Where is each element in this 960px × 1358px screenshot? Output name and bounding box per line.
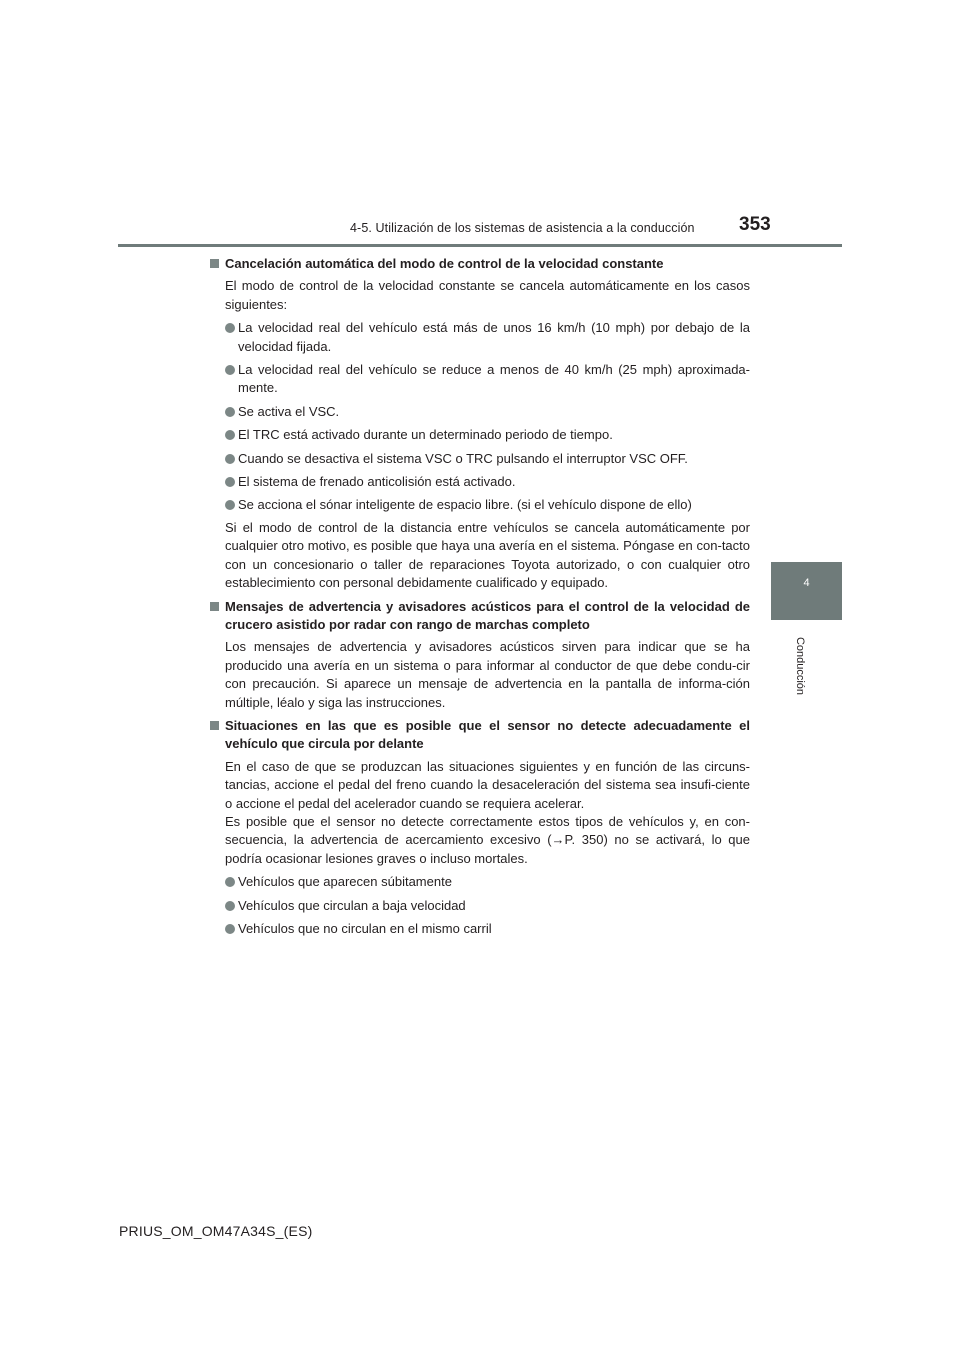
circle-bullet-icon [225,454,235,464]
square-bullet-icon [210,721,219,730]
list-item-text: Vehículos que no circulan en el mismo carril [238,921,492,936]
section-heading [210,717,750,754]
list-item [225,897,750,915]
list-item-text: Cuando se desactiva el sistema VSC o TRC pulsando el interruptor VSC OFF. [238,450,688,466]
square-bullet-icon [210,602,219,611]
document-code: PRIUS_OM_OM47A34S_(ES) [119,1223,313,1239]
main-content [210,255,750,938]
paragraph-text: En el caso de que se produzcan las situaciones siguientes y en función de las circuns-tancias, accione el pedal del freno cuando la desaceleración del sistema sea insufi-ciente o accione el pedal del acelerador cuando se requiera acelerar. [225,758,750,811]
circle-bullet-icon [225,901,235,911]
list-item [225,920,750,938]
section-heading-text: Cancelación automática del modo de control de la velocidad constante [225,256,664,271]
circle-bullet-icon [225,323,235,333]
list-item-text: Vehículos que aparecen súbitamente [238,874,452,890]
list-item-text: Vehículos que circulan a baja velocidad [238,897,466,913]
list-item-text: Se activa el VSC. [238,403,340,419]
section-heading-text: Mensajes de advertencia y avisadores acústicos para el control de la velocidad de crucero asistido por radar con rango de marchas completo [225,598,750,632]
list-item-text: La velocidad real del vehículo está más de unos 16 km/h (10 mph) por debajo de la velocidad fijada. [238,320,750,354]
list-item [225,361,750,398]
list-item [225,403,750,421]
chapter-label: Conducción [794,636,806,696]
section-heading [210,255,750,273]
circle-bullet-icon [225,365,235,375]
chapter-number: 4 [803,577,810,589]
list-item-text: El sistema de frenado anticolisión está activado. [238,474,516,490]
paragraph: El modo de control de la velocidad constante se cancela automáticamente en los casos siguientes: [225,278,750,312]
circle-bullet-icon [225,477,235,487]
paragraph: Si el modo de control de la distancia entre vehículos se cancela automáticamente por cualquier otro motivo, es posible que haya una avería en el sistema. Póngase en con-tacto con un concesionario o taller de reparaciones Toyota autorizado, o con cualquier otro establecimiento con personal debidamente cualificado y equipado. [225,519,750,591]
list-item [225,873,750,891]
header-section-title: 4-5. Utilización de los sistemas de asistencia a la conducción [350,221,695,235]
square-bullet-icon [210,259,219,268]
paragraph [225,758,750,868]
circle-bullet-icon [225,430,235,440]
list-item-text: El TRC está activado durante un determinado periodo de tiempo. [238,427,613,443]
list-item [225,450,750,468]
circle-bullet-icon [225,407,235,417]
chapter-tab [771,562,842,620]
list-item-text: Se acciona el sónar inteligente de espacio libre. (si el vehículo dispone de ello) [238,497,692,513]
circle-bullet-icon [225,500,235,510]
page-number: 353 [739,214,771,235]
list-item [225,426,750,444]
paragraph-text: Es posible que el sensor no detecte correctamente estos tipos de vehículos y, en con-secuencia, la advertencia de acercamiento excesivo (→P. 350) no se activará, lo que podría ocasionar lesiones graves o incluso mortales. [225,813,750,866]
section-heading [210,598,750,635]
header-divider [118,244,842,247]
paragraph: Los mensajes de advertencia y avisadores acústicos sirven para indicar que se ha producido una avería en un sistema o para informar al conductor de que debe condu-cir con precaución. Si aparece un mensaje de advertencia en la pantalla de informa-ción múltiple, léalo y siga las instrucciones. [225,639,750,710]
list-item [225,319,750,356]
list-item [225,473,750,491]
section-heading-text: Situaciones en las que es posible que el sensor no detecte adecuadamente el vehículo que circula por delante [225,717,750,752]
list-item-text: La velocidad real del vehículo se reduce a menos de 40 km/h (25 mph) aproximada-mente. [238,362,750,396]
list-item [225,496,750,514]
circle-bullet-icon [225,924,235,934]
circle-bullet-icon [225,877,235,887]
